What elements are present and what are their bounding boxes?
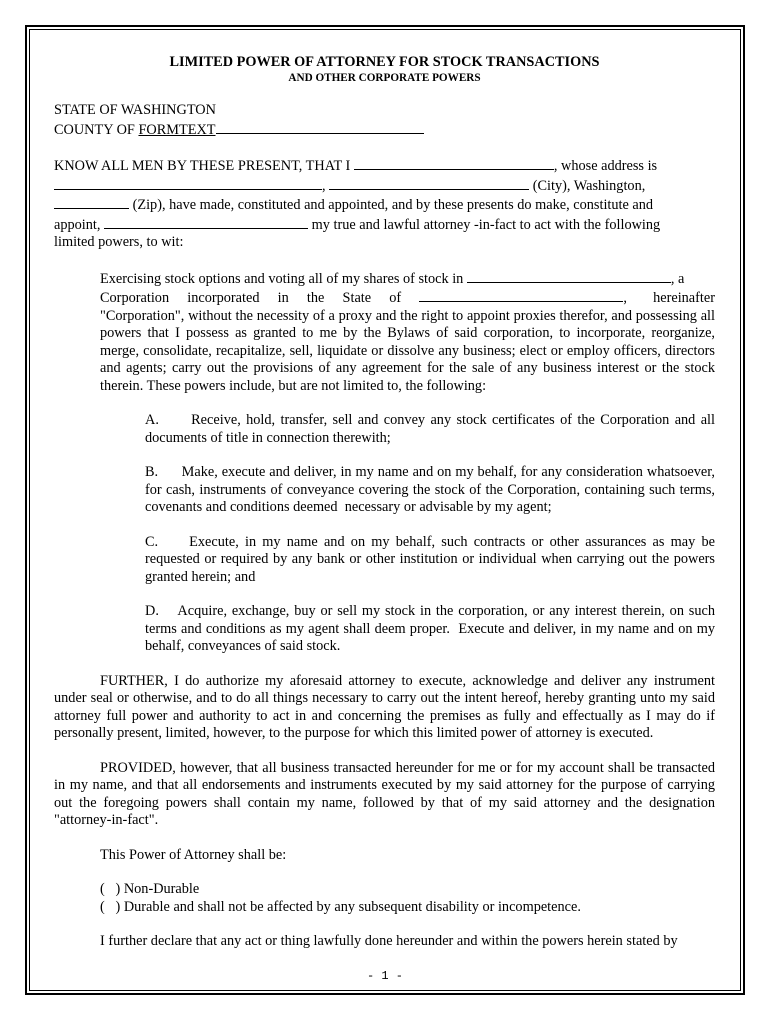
county-input[interactable]: FORMTEXT — [138, 121, 216, 138]
attorney-name-field[interactable] — [104, 215, 308, 229]
whose-address-text: , whose address is — [553, 158, 658, 174]
grantor-name-field[interactable] — [354, 156, 554, 170]
know-all-line-1 — [54, 156, 715, 176]
hereinafter-text: , hereinafter — [623, 290, 715, 306]
non-durable-option[interactable]: ( ) Non-Durable — [100, 881, 200, 897]
city-field[interactable] — [329, 176, 529, 190]
power-item-a: A. Receive, hold, transfer, sell and convey any stock certificates of the Corporation and all documents of title in connection therewith; — [145, 412, 719, 446]
exercising-text: Exercising stock options and voting all of my shares of stock in — [100, 270, 464, 287]
comma-text: , — [322, 177, 326, 194]
durable-option[interactable]: ( ) Durable and shall not be affected by any subsequent disability or incompetence. — [100, 898, 581, 915]
state-of-incorporation-field[interactable] — [419, 288, 623, 302]
provided-paragraph: PROVIDED, however, that all business transacted hereunder for me or for my account shall be transacted in my name, and that all endorsements and instruments executed by my said attorney for the purpose of carrying out the foregoing powers shall contain my name, followed by that of my said attorney and the designation "attorney-in-fact". — [54, 759, 715, 828]
state-line: STATE OF WASHINGTON — [54, 102, 216, 118]
document-title: LIMITED POWER OF ATTORNEY FOR STOCK TRANSACTIONS — [169, 54, 600, 70]
document-subtitle: AND OTHER CORPORATE POWERS — [288, 72, 481, 84]
power-item-b: B. Make, execute and deliver, in my name and on my behalf, for any consideration whatsoever, for cash, instruments of conveyance covering the stock of the Corporation, containing such terms, covenants and conditions deemed necessary or advisable by my agent; — [145, 464, 719, 515]
attorney-text: my true and lawful attorney -in-fact to act with the following — [311, 216, 661, 233]
exercising-body: "Corporation", without the necessity of a proxy and the right to appoint proxies therefor, and possessing all powers that I possess as granted to me by the Bylaws of said corporation, to incorporate, reorganize, merge, consolidate, recapitalize, sell, liquidate or dissolve any business; elect or employ officers, directors and agents; carry out the provisions of any agreement for the sale of any business interest or the stock therein. These powers include, but are not limited to, the following: — [100, 307, 715, 394]
power-item-c: C. Execute, in my name and on my behalf, such contracts or other assurances as may be requested or required by any bank or other institution or individual when carrying out the powers granted herein; and — [145, 533, 719, 585]
know-all-line-5: limited powers, to wit: — [54, 234, 184, 250]
city-washington-text: (City), Washington, — [532, 177, 646, 194]
document-body — [54, 54, 719, 951]
exercising-paragraph — [54, 269, 715, 396]
county-label: COUNTY OF — [54, 121, 135, 138]
know-all-line-4 — [54, 215, 715, 235]
street-address-field[interactable] — [54, 176, 322, 190]
shall-be-line: This Power of Attorney shall be: — [100, 846, 287, 863]
zip-field[interactable] — [54, 195, 129, 209]
appoint-text: appoint, — [54, 216, 101, 233]
county-line — [54, 120, 715, 140]
corporation-name-field[interactable] — [467, 269, 671, 283]
further-paragraph: FURTHER, I do authorize my aforesaid attorney to execute, acknowledge and deliver any instrument under seal or otherwise, and to do all things necessary to carry out the intent hereof, hereby granting unto my said attorney full power and authority to act in and concerning the premises as fully and effectually as I may do if personally present, limited, however, to the purpose for which this limited power of attorney is executed. — [54, 672, 715, 741]
county-blank[interactable] — [216, 120, 424, 134]
power-item-d: D. Acquire, exchange, buy or sell my stock in the corporation, or any interest therein, on such terms and conditions as my agent shall deem proper. Execute and deliver, in my name and on my behalf, conveyances of said stock. — [145, 603, 719, 654]
declare-line: I further declare that any act or thing lawfully done hereunder and within the powers herein stated by — [100, 933, 678, 949]
page-number: - 1 - — [366, 969, 403, 983]
know-all-text: KNOW ALL MEN BY THESE PRESENT, THAT I — [54, 158, 351, 174]
exercising-line-2 — [100, 288, 715, 308]
powers-list — [54, 412, 719, 656]
a-text: , a — [670, 270, 685, 287]
exercising-line-1 — [100, 269, 715, 289]
incorporated-text: Corporation incorporated in the State of — [100, 290, 402, 306]
zip-text: (Zip), have made, constituted and appointed, and by these presents do make, constitute and — [132, 197, 654, 213]
know-all-line-3 — [54, 195, 715, 215]
know-all-line-2 — [54, 176, 715, 196]
